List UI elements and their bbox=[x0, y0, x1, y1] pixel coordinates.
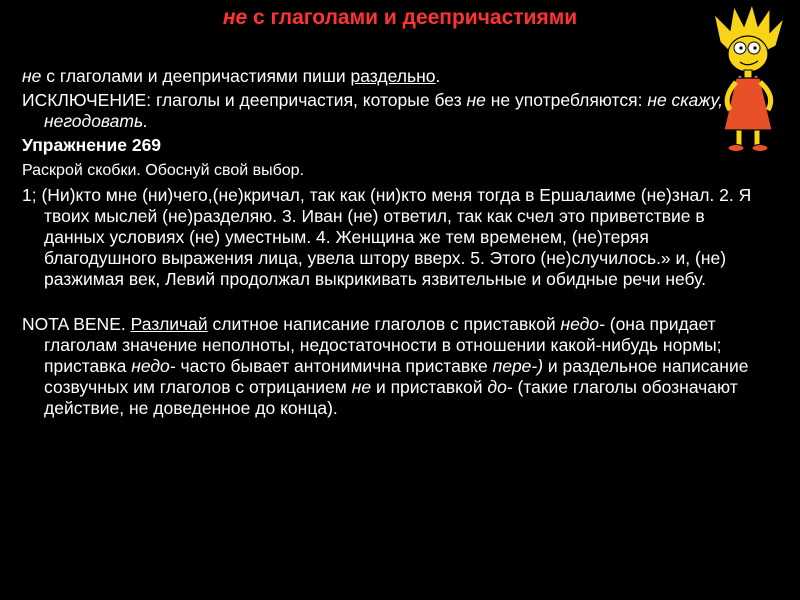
exercise-task: Раскрой скобки. Обоснуй свой выбор. bbox=[22, 162, 305, 179]
exception-text2: не употребляются: bbox=[485, 90, 648, 110]
exception-text1: глаголы и деепричастия, которые без bbox=[151, 90, 467, 110]
nota-text4: и раздельное написание созвучных им глаголов с отрицанием bbox=[44, 356, 749, 397]
title-rest: с глаголами и деепричастиями bbox=[247, 6, 578, 29]
rule-underlined: раздельно bbox=[350, 66, 436, 86]
nota-nedo-2: недо- bbox=[131, 356, 176, 376]
slide-title bbox=[0, 6, 800, 30]
slide-content bbox=[22, 66, 762, 419]
rule-paragraph bbox=[22, 66, 762, 87]
exception-ne: не bbox=[466, 90, 486, 110]
nota-nedo-1: недо- bbox=[560, 314, 605, 334]
title-italic: не bbox=[222, 6, 248, 29]
nota-underlined: Различай bbox=[130, 314, 208, 334]
exception-examples: не скажу, негодовать. bbox=[44, 90, 723, 131]
exception-paragraph bbox=[22, 90, 762, 132]
nota-do: до- bbox=[487, 377, 513, 397]
nota-label: NOTA BENE. bbox=[22, 314, 126, 334]
nota-text1: слитное написание глаголов с приставкой bbox=[207, 314, 561, 334]
rule-ne: не bbox=[22, 66, 42, 86]
exception-label: ИСКЛЮЧЕНИЕ: bbox=[22, 90, 152, 110]
nota-text5: и приставкой bbox=[371, 377, 488, 397]
nota-text3: часто бывает антонимична приставке bbox=[175, 356, 493, 376]
nota-text2: (она придает глаголам значение неполноты, недостаточности в отношении какой-нибудь нормы; приставка bbox=[44, 314, 722, 376]
nota-pere: пере-) bbox=[492, 356, 544, 376]
nota-text6: (такие глаголы обозначают действие, не доведенное до конца). bbox=[44, 377, 738, 418]
nota-ne: не bbox=[351, 377, 372, 397]
rule-text: с глаголами и деепричастиями пиши bbox=[41, 66, 351, 86]
nota-paragraph bbox=[22, 314, 762, 419]
rule-end: . bbox=[435, 66, 441, 86]
exercise-text: 1; (Ни)кто мне (ни)чего,(не)кричал, так как (ни)кто меня тогда в Ершалаиме (не)знал. 2. Я твоих мыслей (не)разделяю. 3. Иван (не) ответил, так как счел это приветствие в данных условиях (не) уместным. 4. Женщина же тем временем, (не)теряя благодушного выражения лица, увела штору вверх. 5. Этого (не)случилось.» и, (не) разжимая век, Левий продолжал выкрикивать язвительные и обидные речи небу. bbox=[22, 185, 752, 289]
exercise-title: Упражнение 269 bbox=[22, 135, 162, 155]
